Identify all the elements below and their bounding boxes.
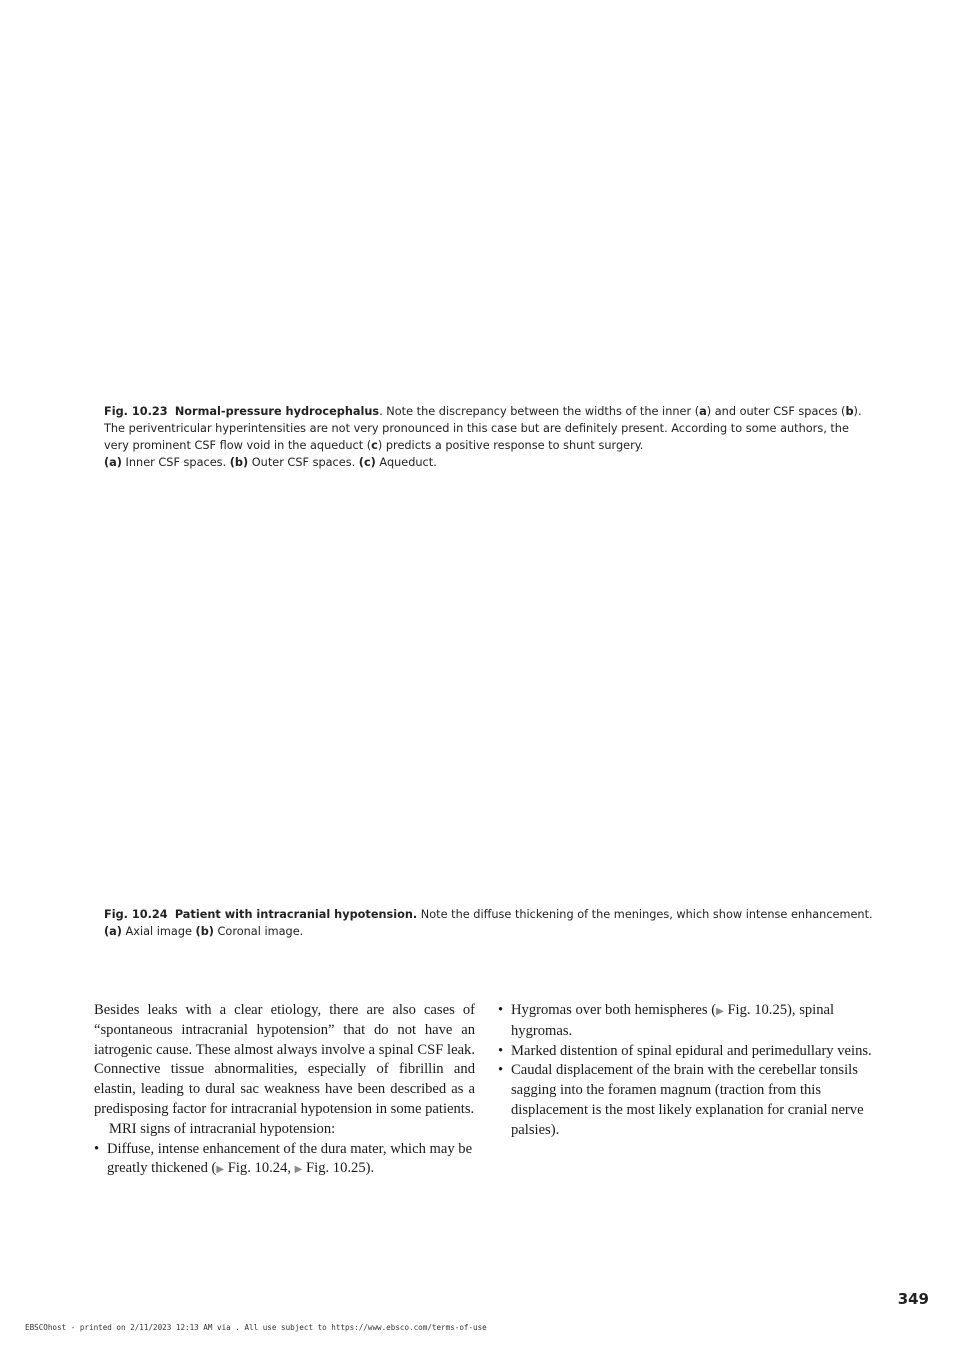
- list-item-text: Diffuse, intense enhancement of the dura mater, which may be greatly thickened (: [107, 1140, 473, 1177]
- list-item-text: Caudal displacement of the brain with the cerebellar tonsils sagging into the foramen magnum (traction from this displacement is the most likely explanation for cranial nerve palsies).: [511, 1062, 864, 1138]
- list-item: [498, 1042, 880, 1062]
- list-item: [498, 1001, 880, 1042]
- list-item-text: ,: [287, 1160, 295, 1177]
- figure-reference-link[interactable]: Fig. 10.25: [306, 1160, 366, 1177]
- mri-signs-heading: MRI signs of intracranial hypotension:: [109, 1120, 336, 1137]
- legend-label: Outer CSF spaces.: [248, 456, 359, 469]
- legend-key: (c): [358, 456, 376, 469]
- mri-signs-list-continued: [498, 1001, 880, 1141]
- list-item: [498, 1061, 880, 1140]
- legend-label: Inner CSF spaces.: [121, 456, 230, 469]
- caption-text: ) and outer CSF spaces (: [706, 405, 846, 418]
- bullet-icon: •: [498, 1062, 504, 1079]
- body-paragraph: Besides leaks with a clear etiology, there are also cases of “spontaneous intracranial hypotension” that do not have an iatrogenic cause. These almost always involve a spinal CSF leak. Connective tissue abnormalities, especially of fibrillin and elastin, leading to dural sac weakness have been described as a predisposing factor for intracranial hypotension in some patients.: [94, 1002, 475, 1117]
- legend-label: Aqueduct.: [375, 456, 437, 469]
- list-item-text: ).: [365, 1160, 375, 1177]
- mri-signs-list: [94, 1140, 475, 1181]
- legend-key: (b): [195, 925, 214, 938]
- bullet-icon: •: [498, 1002, 504, 1018]
- bullet-icon: •: [94, 1140, 100, 1157]
- caption-body: [104, 906, 874, 923]
- legend-label: Axial image: [121, 925, 196, 938]
- figure-reference-link[interactable]: Fig. 10.25: [727, 1002, 788, 1018]
- caption-text: ). The periventricular hyperintensities are not very pronounced in this case but are definitely present. According to some authors, the very prominent CSF flow void in the aqueduct (: [104, 405, 862, 452]
- figure-caption-10-23: [104, 403, 874, 471]
- cross-reference-arrow-icon: ▶: [216, 1164, 225, 1176]
- caption-text: . Note the discrepancy between the widths of the inner (: [379, 405, 700, 418]
- bullet-icon: •: [498, 1042, 504, 1059]
- list-item-text: Marked distention of spinal epidural and perimedullary veins.: [511, 1042, 872, 1059]
- print-footer: EBSCOhost - printed on 2/11/2023 12:13 AM via . All use subject to https://www.ebsco.com/terms-of-use: [25, 1323, 487, 1332]
- figure-label: Fig. 10.24: [104, 908, 168, 921]
- panel-marker-c: c: [371, 439, 378, 452]
- cross-reference-arrow-icon: ▶: [294, 1164, 303, 1176]
- legend-key: (a): [104, 925, 122, 938]
- figure-label: Fig. 10.23: [104, 405, 168, 418]
- legend-key: (b): [229, 456, 249, 469]
- cross-reference-arrow-icon: ▶: [716, 1006, 724, 1017]
- caption-body: [104, 403, 874, 454]
- list-item-text: ), spinal hygromas.: [511, 1002, 835, 1039]
- figure-caption-10-24: [104, 906, 874, 940]
- figure-title: Normal-pressure hydrocephalus: [174, 405, 380, 418]
- legend-label: Coronal image.: [213, 925, 304, 938]
- caption-text: ) predicts a positive response to shunt surgery.: [377, 439, 644, 452]
- panel-marker-b: b: [845, 405, 854, 418]
- legend-key: (a): [104, 456, 122, 469]
- page-number: 349: [897, 1290, 929, 1308]
- caption-legend: [104, 454, 874, 471]
- body-column-left: [94, 1001, 475, 1180]
- figure-title: Patient with intracranial hypotension.: [174, 908, 418, 921]
- caption-legend: [104, 923, 874, 940]
- caption-text: Note the diffuse thickening of the meninges, which show intense enhancement.: [417, 908, 873, 921]
- figure-reference-link[interactable]: Fig. 10.24: [227, 1160, 288, 1177]
- panel-marker-a: a: [699, 405, 707, 418]
- body-column-right: [498, 1001, 880, 1141]
- list-item-text: Hygromas over both hemispheres (: [511, 1002, 717, 1018]
- list-item: [94, 1140, 475, 1181]
